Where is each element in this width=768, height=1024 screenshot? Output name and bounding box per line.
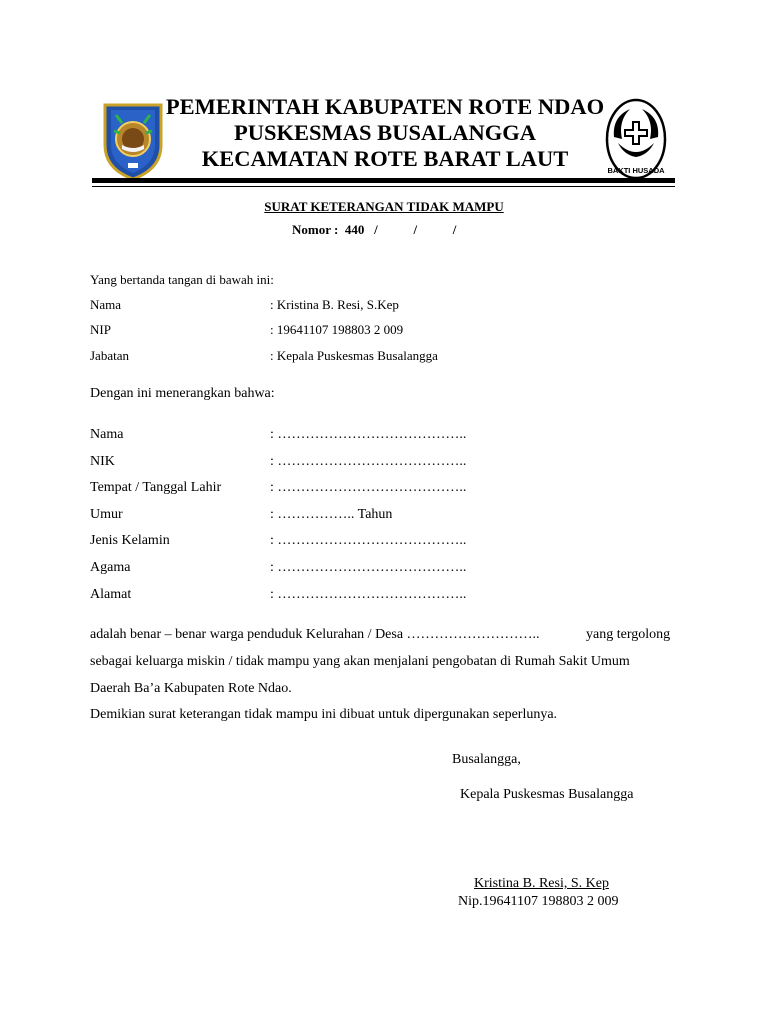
subject-age-value: : …………….. Tahun	[270, 507, 393, 522]
signature-nip: Nip.19641107 198803 2 009	[458, 894, 619, 909]
letterhead-rule-thin	[92, 186, 675, 187]
signature-position: Kepala Puskesmas Busalangga	[460, 787, 634, 802]
subject-gender-label: Jenis Kelamin	[90, 533, 170, 548]
signer-intro: Yang bertanda tangan di bawah ini:	[90, 272, 274, 287]
signature-name: Kristina B. Resi, S. Kep	[474, 876, 609, 891]
paragraph-line-4: Demikian surat keterangan tidak mampu ini dibuat untuk dipergunakan seperlunya.	[90, 707, 558, 722]
letterhead-rule	[92, 178, 675, 183]
letterhead-line-1: PEMERINTAH KABUPATEN ROTE NDAO	[165, 94, 605, 119]
signer-name-value: : Kristina B. Resi, S.Kep	[270, 297, 399, 312]
paragraph-line-2: sebagai keluarga miskin / tidak mampu yang akan menjalani pengobatan di Rumah Sakit Umum	[90, 654, 630, 669]
declaration-intro: Dengan ini menerangkan bahwa:	[90, 386, 275, 401]
paragraph-line-3: Daerah Ba’a Kabupaten Rote Ndao.	[90, 681, 292, 696]
subject-address-label: Alamat	[90, 587, 132, 602]
signer-nip-label: NIP	[90, 322, 111, 337]
document-number: Nomor : 440 / / /	[292, 222, 457, 237]
subject-birth-value: : …………………………………..	[270, 480, 467, 495]
bakti-husada-text: BAKTI HUSADA	[607, 166, 665, 175]
subject-gender-value: : …………………………………..	[270, 533, 467, 548]
subject-name-label: Nama	[90, 427, 124, 442]
letterhead-line-2: PUSKESMAS BUSALANGGA	[234, 120, 536, 145]
subject-nik-value: : …………………………………..	[270, 454, 467, 469]
subject-nik-label: NIK	[90, 454, 115, 469]
document-title: SURAT KETERANGAN TIDAK MAMPU	[264, 199, 504, 214]
signer-position-value: : Kepala Puskesmas Busalangga	[270, 348, 438, 363]
subject-address-value: : …………………………………..	[270, 587, 467, 602]
signer-name-label: Nama	[90, 297, 122, 312]
subject-birth-label: Tempat / Tanggal Lahir	[90, 480, 222, 495]
subject-name-value: : …………………………………..	[270, 427, 467, 442]
subject-religion-value: : …………………………………..	[270, 560, 467, 575]
subject-age-label: Umur	[90, 507, 123, 522]
signature-place: Busalangga,	[452, 752, 521, 767]
paragraph-line-1-end: yang tergolong	[586, 627, 671, 642]
subject-religion-label: Agama	[90, 560, 131, 575]
signer-nip-value: : 19641107 198803 2 009	[270, 322, 404, 337]
letterhead-line-3: KECAMATAN ROTE BARAT LAUT	[201, 146, 569, 171]
signer-position-label: Jabatan	[90, 348, 129, 363]
paragraph-line-1: adalah benar – benar warga penduduk Kelurahan / Desa ………………………..	[90, 627, 540, 642]
